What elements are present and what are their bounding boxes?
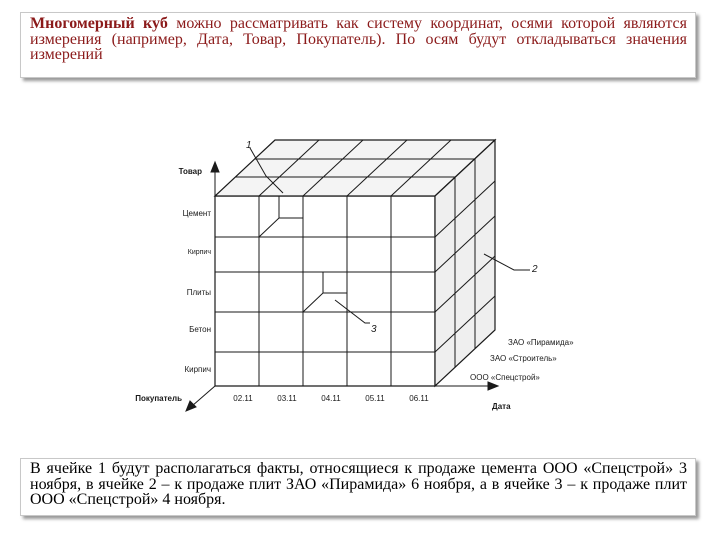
product-axis-label: Товар (178, 167, 202, 176)
date-label-4: 05.11 (365, 394, 385, 403)
customer-label-2: ЗАО «Строитель» (490, 354, 557, 363)
customer-axis-label: Покупатель (135, 394, 182, 403)
intro-text-1: можно рассматривать как систему координат, осями которой являются измерения (например, (30, 15, 687, 48)
callout-2-number: 2 (532, 264, 538, 275)
customer-label-1: ЗАО «Пирамида» (508, 338, 574, 347)
customer-axis (192, 386, 215, 406)
date-label-5: 06.11 (409, 394, 429, 403)
intro-text-2: ). По осям будут откладываться значения измерений (30, 30, 688, 63)
product-label-3: Плиты (186, 288, 211, 297)
dimension-customer: Покупатель (296, 30, 377, 48)
product-label-1: Цемент (182, 209, 211, 218)
product-label-5: Кирпич (184, 365, 211, 374)
date-axis-label: Дата (492, 402, 511, 411)
cube-diagram (110, 130, 610, 420)
intro-sep-1: , (228, 30, 244, 48)
date-label-1: 02.11 (233, 394, 253, 403)
intro-textbox (20, 12, 696, 78)
product-axis-arrow (211, 162, 219, 172)
date-label-3: 04.11 (321, 394, 341, 403)
dimension-date: Дата (197, 30, 229, 48)
callout-3-number: 3 (371, 324, 377, 335)
explanation-text: В ячейке 1 будут располагаться факты, относящиеся к продаже цемента ООО «Спецстрой» 3 ноября, в ячейке 2 – к продаже плит ЗАО «Пирамида» 6 ноября, а в ячейке 3 – к продаже плит ООО «Спецстрой» 4 ноября. (30, 460, 687, 508)
explanation-textbox (20, 458, 696, 516)
product-label-4: Бетон (189, 325, 211, 334)
product-label-2: Кирпич (187, 249, 211, 256)
intro-sep-2: , (282, 30, 297, 48)
customer-label-3: ООО «Спецстрой» (470, 373, 540, 382)
callout-1-number: 1 (246, 140, 252, 151)
dimension-product: Товар (243, 30, 283, 48)
date-axis-arrow (488, 382, 498, 390)
customer-axis-arrow (186, 401, 196, 411)
term-highlight: Многомерный куб (30, 15, 168, 32)
front-face (215, 196, 435, 386)
date-label-2: 03.11 (277, 394, 297, 403)
